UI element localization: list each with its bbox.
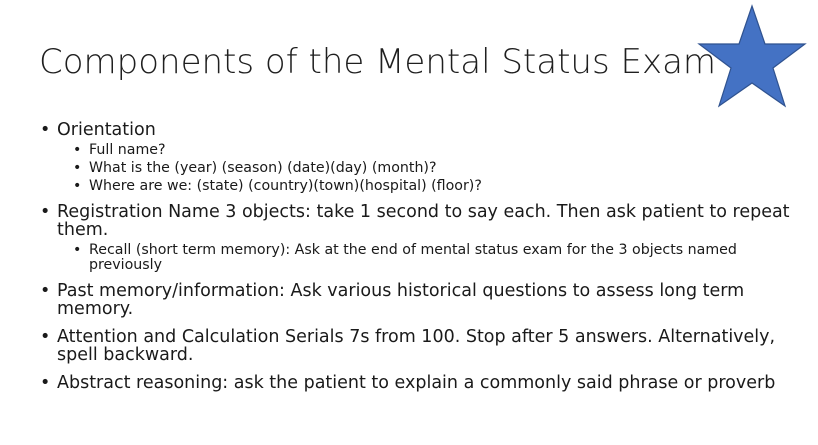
bullet-registration: • Registration Name 3 objects: take 1 second to say each. Then ask patient to repeat them. xyxy=(40,203,810,240)
sub-bullet-recall: • Recall (short term memory): Ask at the end of mental status exam for the 3 objects named previously xyxy=(40,243,810,273)
bullet-attention-calculation: • Attention and Calculation Serials 7s from 100. Stop after 5 answers. Alternatively, spell backward. xyxy=(40,328,810,365)
sub-bullet-place-questions: • Where are we: (state) (country)(town)(hospital) (floor)? xyxy=(40,179,810,194)
bullet-abstract-reasoning: • Abstract reasoning: ask the patient to explain a commonly said phrase or proverb xyxy=(40,374,810,393)
bullet-list xyxy=(40,121,810,392)
bullet-past-memory: • Past memory/information: Ask various historical questions to assess long term memory. xyxy=(40,282,810,319)
slide-title: Components of the Mental Status Exam xyxy=(39,42,717,82)
sub-bullet-full-name: • Full name? xyxy=(40,143,810,158)
orientation-sub-list xyxy=(40,143,810,194)
sub-bullet-date-questions: • What is the (year) (season) (date)(day) (month)? xyxy=(40,161,810,176)
registration-sub-list xyxy=(40,243,810,273)
star-icon xyxy=(697,4,807,110)
star-shape xyxy=(699,6,805,106)
bullet-orientation: • Orientation xyxy=(40,121,810,140)
